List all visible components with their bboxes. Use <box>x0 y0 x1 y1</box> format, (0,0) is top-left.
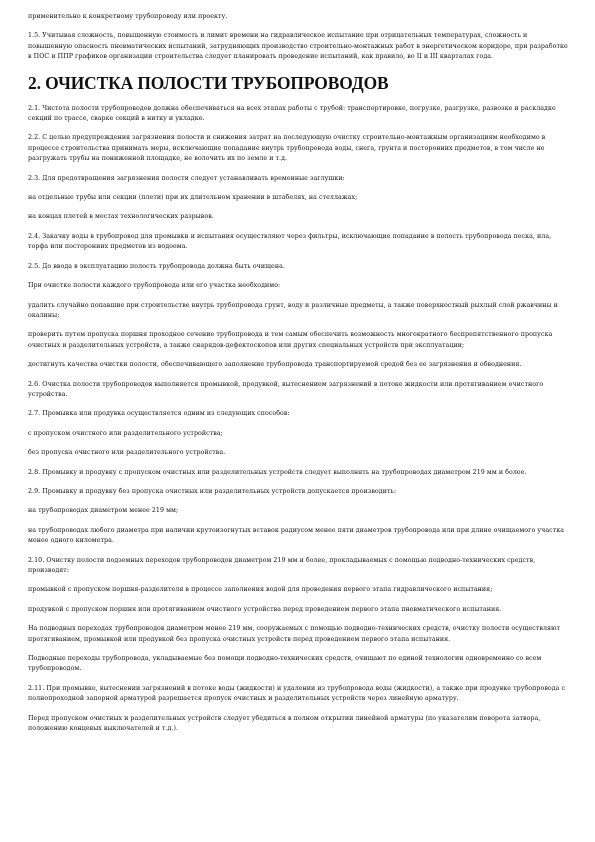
paragraph-valve-check: Перед пропуском очистных и разделительных устройств следует убедиться в полном открытии линейной арматуры (по указателям поворота затвора, положению концевых выключателей и т.д.). <box>28 714 541 733</box>
list-item-plugs-gaps: на концах плетей в местах технологических разрывов. <box>28 213 214 221</box>
list-item-check-passage: проверить путем пропуска поршня проходное сечение трубопровода и тем самым обеспечить возможность многократного беспрепятственного пропуска очистных и разделительных устройств, а также снарядов-дефектоскопов или других специальных устройств при эксплуатации; <box>28 331 553 349</box>
list-item-cleaning-quality: достигнуть качества очистки полости, обеспечивающего заполнение трубопровода транспортируемой средой без ее загрязнения и обводнения. <box>28 361 522 369</box>
list-item-any-diameter: на трубопроводах любого диаметра при наличии крутоизогнутых вставок радиусом менее пяти диаметров трубопровода или при длине очищаемого участка менее одного километра. <box>28 526 565 545</box>
intro-paragraph-1: применительно к конкретному трубопроводу или проекту. <box>28 13 228 20</box>
paragraph-2-9: 2.9. Промывку и продувку без пропуска очистных или разделительных устройств допускается производить: <box>28 487 397 495</box>
paragraph-2-6: 2.6. Очистка полости трубопроводов выполняется промывкой, продувкой, вытеснением загрязнений в потоке жидкости или протягиванием очистного устройства. <box>28 380 544 398</box>
list-item-blowing: продувкой с пропуском поршня или протягиванием очистного устройства перед проведением первого этапа пневматического испытания. <box>28 605 502 613</box>
paragraph-2-11: 2.11. При промывке, вытеснении загрязнений в потоке воды (жидкости) и удалении из трубопровода воды (жидкости), а также при продувке трубопровода с полнопроходной запорной арматурой разрешается пропуск очистных и разделительных устройств через линейную арматуру. <box>28 684 566 703</box>
paragraph-2-1: 2.1. Чистота полости трубопроводов должна обеспечиваться на всех этапах работы с трубой: транспортировке, погрузке, разгрузке, развозке и раскладке секций по трассе, сварке секций в нитку и укладке. <box>28 104 556 123</box>
paragraph-underwater-small: На подводных переходах трубопроводов диаметром менее 219 мм, сооружаемых с помощью подводно-технических средств, очистку полости осуществляют протягиванием, промывкой или продувкой без пропуска очистных устройств перед проведением первого этапа испытания. <box>28 625 561 643</box>
intro-paragraph-2: 1.5. Учитывая сложность, повышенную стоимость и лимит времени на гидравлическое испытание при отрицательных температурах, сложность и повышенную опасность пневматических испытаний, затрудняющих производство строительно-монтажных работ в энергетическом коридоре, при разработке в ПОС и ППР графиков организации строительства следует планировать проведение испытаний, как правило, во II и III кварталах года. <box>28 32 568 61</box>
paragraph-underwater-without-means: Подводные переходы трубопровода, укладываемые без помощи подводно-технических средств, очищают по единой технологии одновременно со всем трубопроводом. <box>28 655 542 673</box>
list-item-with-device: с пропуском очистного или разделительного устройства; <box>28 429 223 437</box>
paragraph-2-5: 2.5. До ввода в эксплуатацию полость трубопровода должна быть очищена. <box>28 262 285 270</box>
list-item-plugs-storage: на отдельные трубы или секции (плети) при их длительном хранении в штабелях, на стеллажах; <box>28 194 358 202</box>
paragraph-cleaning-intro: При очистке полости каждого трубопровода или его участка необходимо: <box>28 282 281 290</box>
paragraph-2-3: 2.3. Для предотвращения загрязнения полости следует устанавливать временные заглушки: <box>28 174 345 182</box>
paragraph-2-7: 2.7. Промывка или продувка осуществляется одним из следующих способов: <box>28 410 290 418</box>
list-item-without-device: без пропуска очистного или разделительного устройства. <box>28 449 226 457</box>
paragraph-2-4: 2.4. Закачку воды в трубопровод для промывки и испытания осуществляют через фильтры, исключающие попадание в полость трубопровода песка, ила, торфа или посторонних предметов из водоема. <box>28 232 552 251</box>
paragraph-2-8: 2.8. Промывку и продувку с пропуском очистных или разделительных устройств следует выполнять на трубопроводах диаметром 219 мм и более. <box>28 468 527 476</box>
list-item-small-diameter: на трубопроводах диаметром менее 219 мм; <box>28 507 179 515</box>
section-title: 2. ОЧИСТКА ПОЛОСТИ ТРУБОПРОВОДОВ <box>28 72 389 93</box>
paragraph-2-10: 2.10. Очистку полости подземных переходов трубопроводов диаметром 219 мм и более, прокладываемых с помощью подводно-технических средств, производят: <box>28 556 536 574</box>
list-item-remove-debris: удалить случайно попавшие при строительстве внутрь трубопровода грунт, воду и различные предметы, а также поверхностный рыхлый слой ржавчины и окалины; <box>28 301 558 319</box>
list-item-flushing: промывкой с пропуском поршня-разделителя в процессе заполнения водой для проведения первого этапа гидравлического испытания; <box>28 586 493 594</box>
paragraph-2-2: 2.2. С целью предупреждения загрязнения полости и снижения затрат на последующую очистку строительно-монтажным организациям необходимо в процессе строительства принимать меры, исключающие попадание внутрь трубопровода воды, снега, грунта и посторонних предметов, в том числе не разгружать трубы на пониженной площадке, не волочить их по земле и т.д. <box>28 134 546 163</box>
